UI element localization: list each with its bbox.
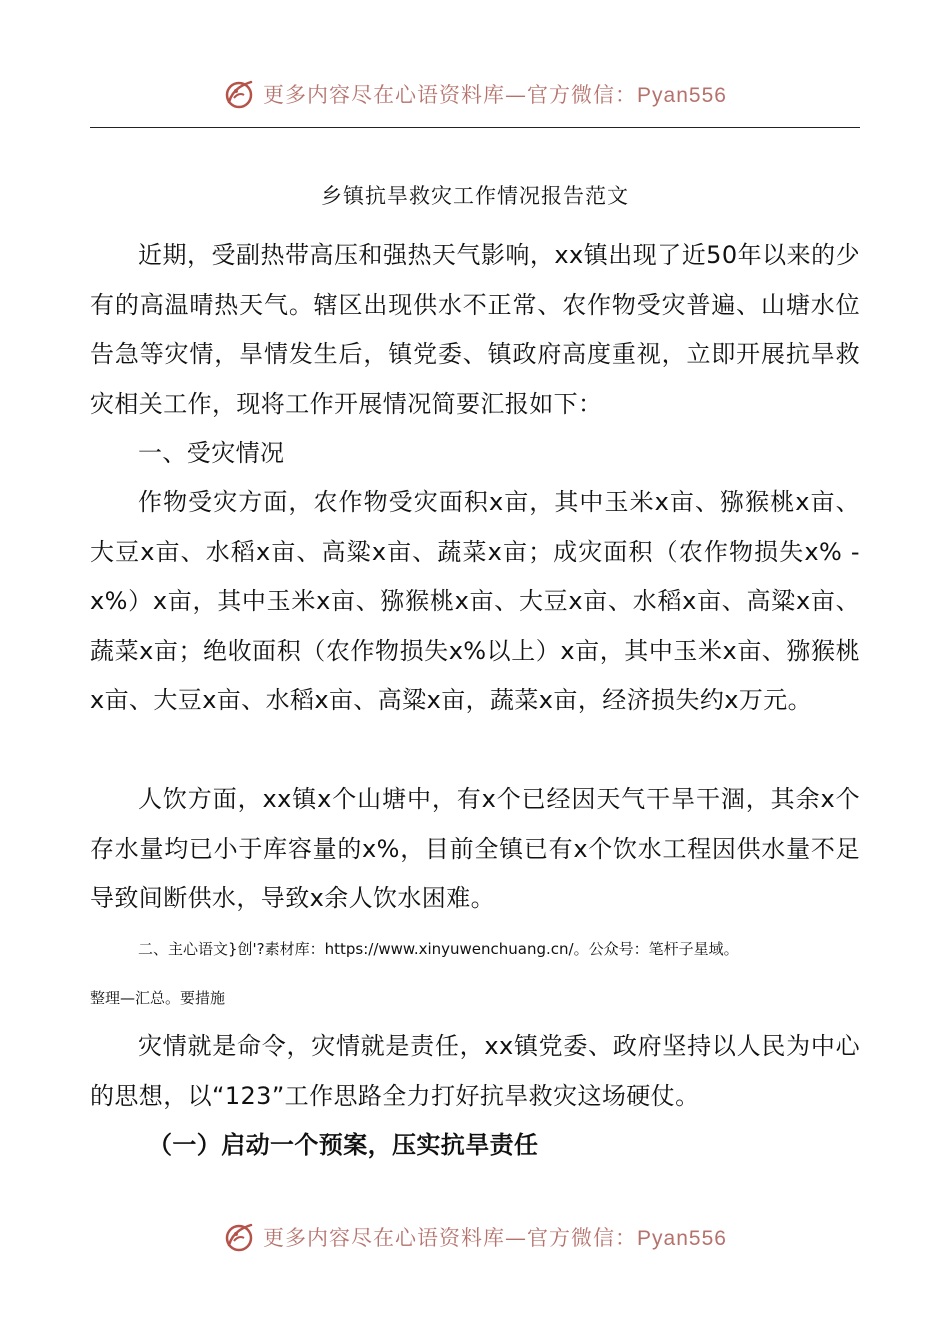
footer-banner [0,1215,950,1259]
section-heading-1: 一、受灾情况 [138,439,285,467]
brand-logo-icon [223,1221,255,1253]
banner-text: 更多内容尽在心语资料库—官方微信：Pyan556 [263,83,727,107]
subheading-1: （一）启动一个预案，压实抗旱责任 [148,1131,539,1159]
header-banner [0,72,950,116]
measures-paragraph: 灾情就是命令，灾情就是责任，xx镇党委、政府坚持以人民为中心的思想，以“123”工作思路全力打好抗旱救灾这场硬仗。 [90,1032,860,1110]
banner-text: 更多内容尽在心语资料库—官方微信：Pyan556 [263,1226,727,1250]
water-paragraph: 人饮方面，xx镇x个山塘中，有x个已经因天气干旱干涸，其余x个存水量均已小于库容量的x%，目前全镇已有x个饮水工程因供水量不足导致间断供水，导致x余人饮水困难。 [90,785,860,912]
section-heading-2-line1: 二、主心语文}创'?素材库：https://www.xinyuwenchuang.cn/。公众号：笔杆子星域。 [138,940,739,958]
intro-paragraph: 近期，受副热带高压和强热天气影响，xx镇出现了近50年以来的少有的高温晴热天气。辖区出现供水不正常、农作物受灾普遍、山塘水位告急等灾情，旱情发生后，镇党委、镇政府高度重视，立即开展抗旱救灾相关工作，现将工作开展情况简要汇报如下： [90,241,860,418]
section-heading-2-line2: 整理—汇总。要措施 [90,989,226,1007]
header-divider [90,127,860,128]
crops-paragraph: 作物受灾方面，农作物受灾面积x亩，其中玉米x亩、猕猴桃x亩、大豆x亩、水稻x亩、高粱x亩、蔬菜x亩；成灾面积（农作物损失x% -x%）x亩，其中玉米x亩、猕猴桃x亩、大豆x亩、水稻x亩、高粱x亩、蔬菜x亩；绝收面积（农作物损失x%以上）x亩，其中玉米x亩、猕猴桃x亩、大豆x亩、水稻x亩、高粱x亩，蔬菜x亩，经济损失约x万元。 [90,488,860,714]
brand-logo-icon [223,78,255,110]
page-title: 乡镇抗旱救灾工作情况报告范文 [321,184,629,208]
